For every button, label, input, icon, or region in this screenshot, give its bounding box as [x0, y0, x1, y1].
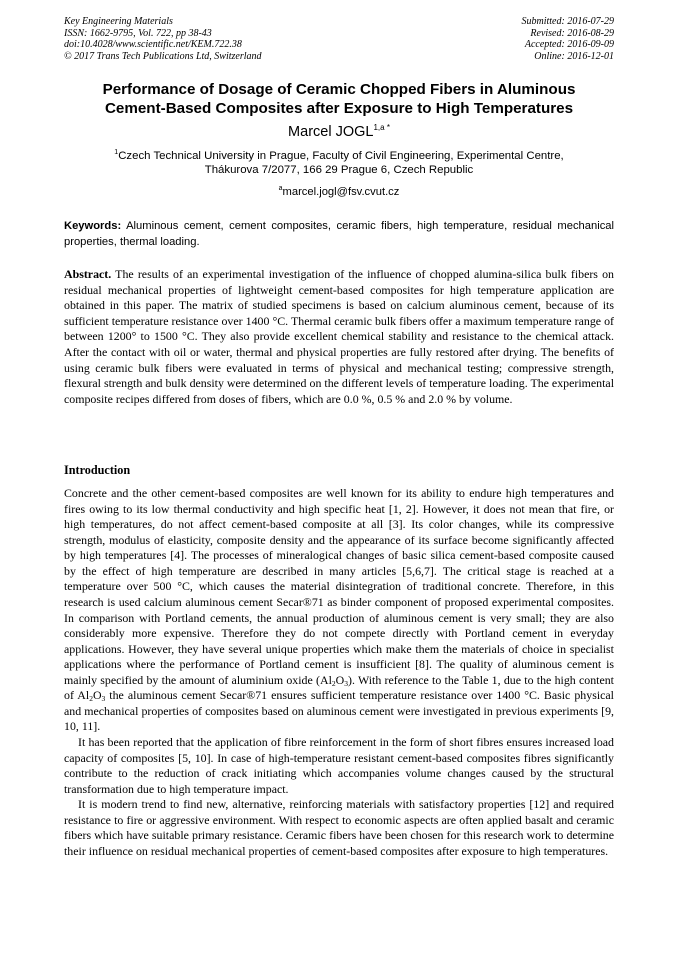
formula-al-sub: 2	[89, 694, 93, 704]
title-line-2: Cement-Based Composites after Exposure to High Temperatures	[104, 100, 574, 117]
intro-paragraph-1	[64, 486, 614, 735]
affiliation	[64, 149, 614, 177]
keywords-text: Aluminous cement, cement composites, ceramic fibers, high temperature, residual mechanical properties, thermal loading.	[64, 220, 614, 248]
formula-al2o3	[77, 688, 105, 702]
submitted-date: Submitted: 2016-07-29	[521, 16, 614, 27]
formula-al2o3	[320, 673, 348, 687]
abstract-label: Abstract.	[64, 267, 112, 281]
formula-o-sub: 3	[101, 694, 106, 704]
author-superscript: 1,a *	[373, 123, 390, 132]
submission-dates	[522, 16, 615, 62]
affiliation-line-1	[64, 149, 614, 163]
formula-al: Al	[320, 672, 332, 687]
journal-issn: ISSN: 1662-9795, Vol. 722, pp 38-43	[64, 27, 212, 39]
journal-info	[64, 16, 262, 62]
accepted-date: Accepted: 2016-09-09	[524, 39, 614, 51]
formula-al: Al	[77, 688, 90, 703]
intro-paragraph-2: It has been reported that the application of fibre reinforcement in the form of short fibres ensures increased load capacity of composites [5, 10]. In case of high-temperature resistant cement-based composites fibres significantly contribute to the reduction of crack initiating which accompanies volume changes caused by the structural transformation due to high temperature impact.	[64, 735, 614, 796]
author-email	[64, 185, 614, 199]
abstract	[64, 267, 614, 407]
journal-name: Key Engineering Materials	[64, 16, 173, 27]
title-line-1: Performance of Dosage of Ceramic Chopped Fibers in Aluminous	[102, 81, 576, 98]
formula-o: O	[335, 672, 345, 687]
author-line	[64, 123, 614, 141]
journal-doi: doi:10.4028/www.scientific.net/KEM.722.38	[64, 39, 242, 51]
affiliation-line-1-text: Czech Technical University in Prague, Faculty of Civil Engineering, Experimental Centre,	[118, 150, 564, 162]
intro-p1-part2: ). With reference to the Table 1, due to the high content of	[64, 672, 614, 703]
journal-copyright: © 2017 Trans Tech Publications Ltd, Switzerland	[64, 50, 262, 62]
affiliation-line-2: Thákurova 7/2077, 166 29 Prague 6, Czech Republic	[204, 164, 474, 176]
formula-al-sub: 2	[331, 678, 336, 688]
intro-paragraph-3: It is modern trend to find new, alternative, reinforcing materials with satisfactory properties [12] and required resistance to fire or aggressive environment. With respect to economic aspects are often applied basalt and ceramic fibers which have suitable primary resistance. Ceramic fibers have been chosen for this research work to determine their influence on residual mechanical properties of cement-based composites after exposure to high temperatures.	[64, 797, 614, 858]
introduction-body	[64, 486, 614, 860]
keywords-label: Keywords:	[64, 220, 122, 232]
affiliation-superscript: 1	[114, 149, 119, 156]
email-superscript: a	[278, 185, 283, 192]
journal-header	[64, 16, 614, 68]
formula-o: O	[92, 688, 102, 703]
formula-o-sub: 3	[344, 678, 348, 688]
paper-title	[64, 80, 614, 118]
email-address[interactable]: marcel.jogl@fsv.cvut.cz	[282, 186, 400, 198]
intro-p1-part3: the aluminous cement Secar®71 ensures sufficient temperature resistance over 1400 °C. Basic physical and mechanical properties of composites based on aluminous cement were investigated in previous experiments [9, 10, 11].	[64, 688, 614, 734]
author-name: Marcel JOGL	[288, 124, 374, 140]
keywords	[64, 219, 614, 250]
intro-p1-part1: Concrete and the other cement-based composites are well known for its ability to endure high temperatures and fires owing to its low thermal conductivity and high specific heat [1, 2]. However, it does not mean that fire, or high temperatures, do not affect cement-based composite at all [3]. Its color changes, while its compressive strength, modulus of elasticity, composite density and the appearance of its surface become significantly affected by high temperatures [4]. The processes of mineralogical changes of basic silica cement-based composite caused by the effect of high temperature are described in many articles [5,6,7]. The critical stage is reached at a temperature over 500 °C, which causes the material disintegration of traditional concrete. Therefore, in this research is used calcium aluminous cement Secar®71 as binder component of proposed experimental composites. In comparison with Portland cements, the annual production of aluminous cement is very small; they are also considerably more expensive. Therefore they do not compete directly with Portland cement in everyday applications. However, they have several unique properties which make them the materials of choice in specialist applications where the performance of Portland cement is insufficient [8]. The quality of aluminous cement is mainly specified by the amount of aluminium oxide (	[64, 486, 614, 687]
abstract-text: The results of an experimental investigation of the influence of chopped alumina-silica bulk fibers on residual mechanical properties of lightweight cement-based composites for high temperature application are obtained in this paper. The matrix of studied specimens is based on calcium aluminous cement, because of its sufficient temperature resistance over 1400 °C. Thermal ceramic bulk fibers offer a maximum temperature range of between 1200° to 1500 °C. They also provide excellent chemical stability and resistance to the chemical attack. After the contact with oil or water, thermal and physical properties are fully restored after drying. The benefits of using ceramic bulk fibers were evaluated in terms of physical and mechanical testing; compressive strength, flexural strength and bulk density were determined on the different levels of temperature loading. The experimental composite recipes differed from doses of fibers, which are 0.0 %, 0.5 % and 2.0 % by volume.	[64, 267, 614, 406]
revised-date: Revised: 2016-08-29	[530, 27, 614, 39]
introduction-heading: Introduction	[64, 463, 131, 477]
online-date: Online: 2016-12-01	[534, 50, 614, 62]
